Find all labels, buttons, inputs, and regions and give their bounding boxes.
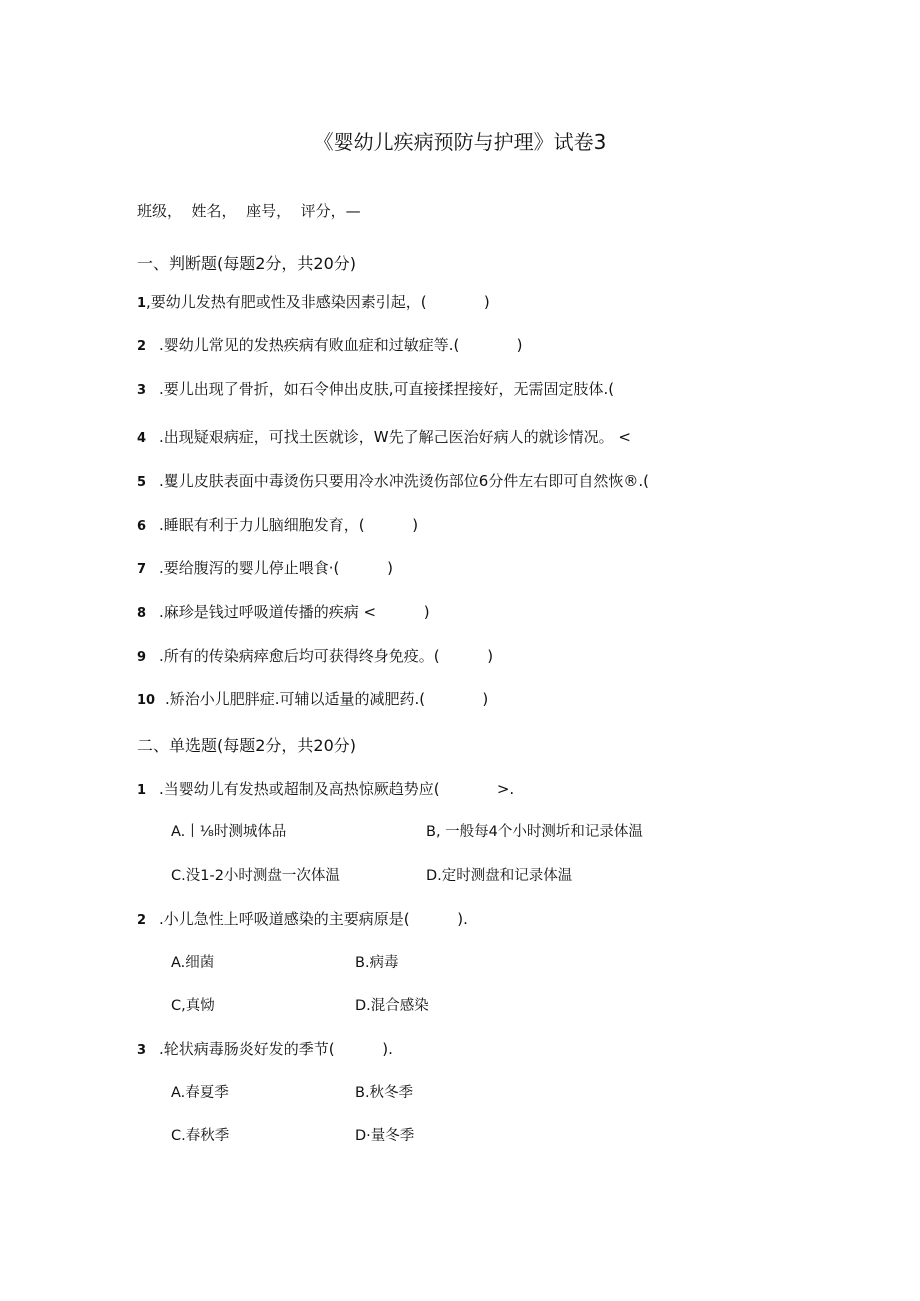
option-c: C,真恸: [171, 998, 215, 1014]
question-text: .小儿急性上呼吸道感染的主要病原是( ).: [159, 910, 468, 928]
question-text: .矫治小儿肥胖症.可辅以适量的减肥药.( ): [165, 690, 489, 708]
option-a: A.春夏季: [171, 1085, 229, 1101]
question-number: 6: [137, 519, 147, 534]
question-number: 5: [137, 475, 147, 490]
section-heading: 一、判断题(每题2分，共20分): [137, 254, 357, 273]
option-d: D.混合感染: [355, 998, 429, 1014]
page-title: 《婴幼儿疾病预防与护理》试卷3: [313, 130, 607, 154]
question-number: 10: [137, 693, 156, 708]
question-text: ,要幼儿发热有肥或性及非感染因素引起，( ): [146, 293, 490, 311]
question-number: 2: [137, 339, 147, 354]
option-d: D·量冬季: [355, 1128, 415, 1144]
question-number: 7: [137, 562, 147, 577]
option-c: C.没1-2小时测盘一次体温: [171, 868, 340, 884]
question-number: 3: [137, 1043, 147, 1058]
option-a: A.细菌: [171, 955, 215, 971]
question-number: 1: [137, 296, 147, 311]
option-b: B.病毒: [355, 955, 399, 971]
option-a: A.丨⅛时测城体品: [171, 824, 287, 840]
question-text: .麻珍是钱过呼吸道传播的疾病 < ): [159, 603, 430, 621]
question-number: 8: [137, 606, 147, 621]
question-text: .轮状病毒肠炎好发的季节( ).: [159, 1040, 393, 1058]
question-text: .睡眠有利于力儿脑细胞发育，( ): [159, 516, 419, 534]
section-heading: 二、单选题(每题2分，共20分): [137, 736, 357, 755]
student-info: 班级， 姓名， 座号， 评分，—: [137, 202, 361, 220]
option-c: C.春秋季: [171, 1128, 230, 1144]
question-text: .要给腹泻的婴儿停止喂食·( ): [159, 559, 393, 577]
question-number: 1: [137, 783, 147, 798]
question-number: 9: [137, 650, 147, 665]
question-number: 3: [137, 383, 147, 398]
question-number: 4: [137, 431, 147, 446]
question-text: .要儿出现了骨折，如石令伸出皮肤,可直接揉捏接好，无需固定肢体.(: [159, 380, 615, 398]
option-b: B.秋冬季: [355, 1085, 414, 1101]
question-text: .矍儿皮肤表面中毒烫伤只要用冷水冲洗烫伤部位6分件左右即可自然恢®.(: [159, 472, 649, 490]
question-text: .所有的传染病瘁愈后均可获得终身免疫。( ): [159, 647, 494, 665]
option-d: D.定时测盘和记录体温: [426, 868, 573, 884]
question-text: .当婴幼儿有发热或超制及高热惊厥趋势应( >.: [159, 780, 515, 798]
question-number: 2: [137, 913, 147, 928]
question-text: .出现疑艰病症，可找土医就诊，W先了解己医治好病人的就诊情况。 <: [159, 428, 631, 446]
option-b: B, 一般每4个小时测圻和记录体温: [426, 824, 643, 840]
question-text: .婴幼儿常见的发热疾病有败血症和过敏症等.( ): [159, 336, 523, 354]
